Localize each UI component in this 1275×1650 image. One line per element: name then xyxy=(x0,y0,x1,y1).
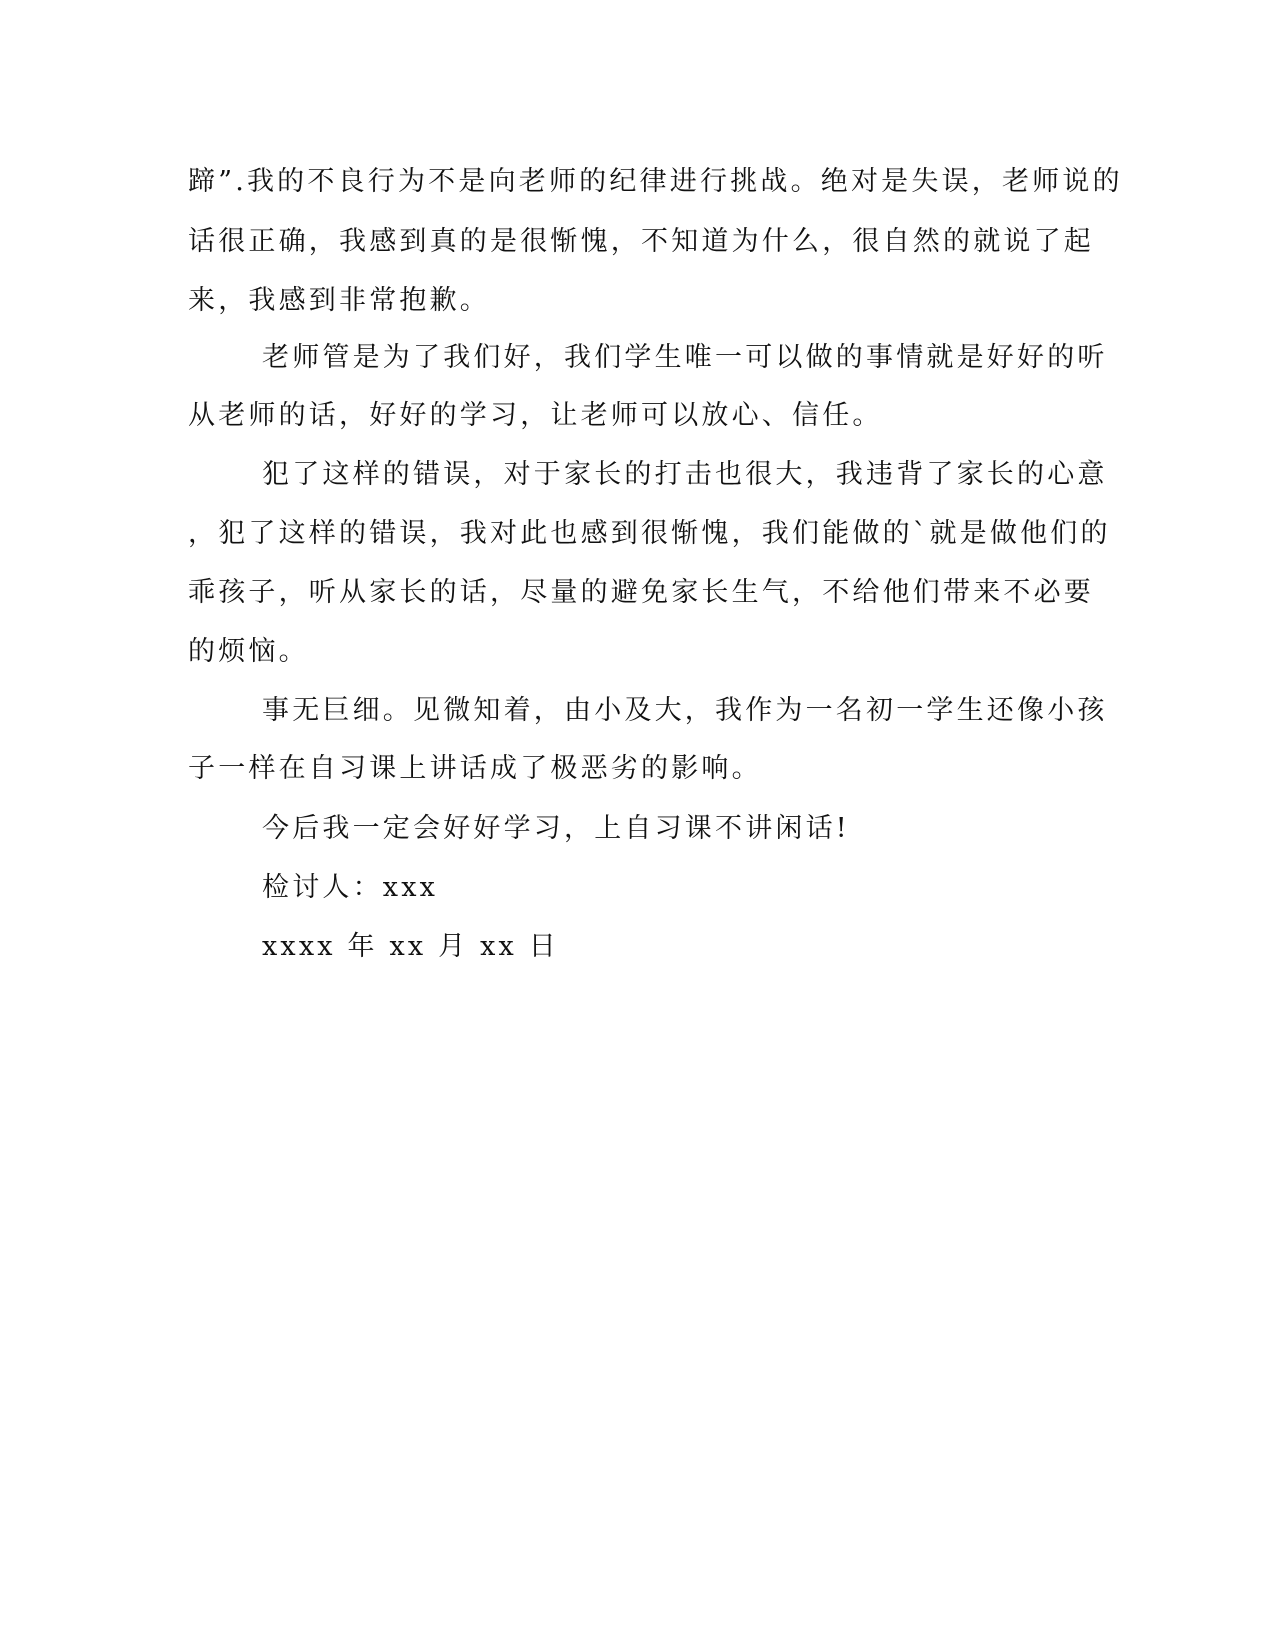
paragraph-line: 老师管是为了我们好，我们学生唯一可以做的事情就是好好的听 xyxy=(262,342,1108,373)
paragraph-line: 乖孩子，听从家长的话，尽量的避免家长生气，不给他们带来不必要 xyxy=(188,577,1094,608)
closing-statement: 今后我一定会好好学习，上自习课不讲闲话! xyxy=(262,813,850,844)
signature-line: 检讨人：xxx xyxy=(262,872,439,903)
paragraph-line: 的烦恼。 xyxy=(188,636,309,667)
paragraph-line: 从老师的话，好好的学习，让老师可以放心、信任。 xyxy=(188,400,883,431)
paragraph-line: 子一样在自习课上讲话成了极恶劣的影响。 xyxy=(188,753,762,784)
date-line: xxxx 年 xx 月 xx 日 xyxy=(262,931,559,962)
paragraph-line: 事无巨细。见微知着，由小及大，我作为一名初一学生还像小孩 xyxy=(262,695,1108,726)
paragraph-line: 犯了这样的错误，对于家长的打击也很大，我违背了家长的心意 xyxy=(262,459,1108,490)
paragraph-line: 话很正确，我感到真的是很惭愧，不知道为什么，很自然的就说了起 xyxy=(188,226,1094,257)
paragraph-line: ，犯了这样的错误，我对此也感到很惭愧，我们能做的`就是做他们的 xyxy=(188,518,1111,549)
paragraph-line: 来，我感到非常抱歉。 xyxy=(188,285,490,316)
paragraph-line: 蹄”.我的不良行为不是向老师的纪律进行挑战。绝对是失误，老师说的 xyxy=(188,166,1123,197)
